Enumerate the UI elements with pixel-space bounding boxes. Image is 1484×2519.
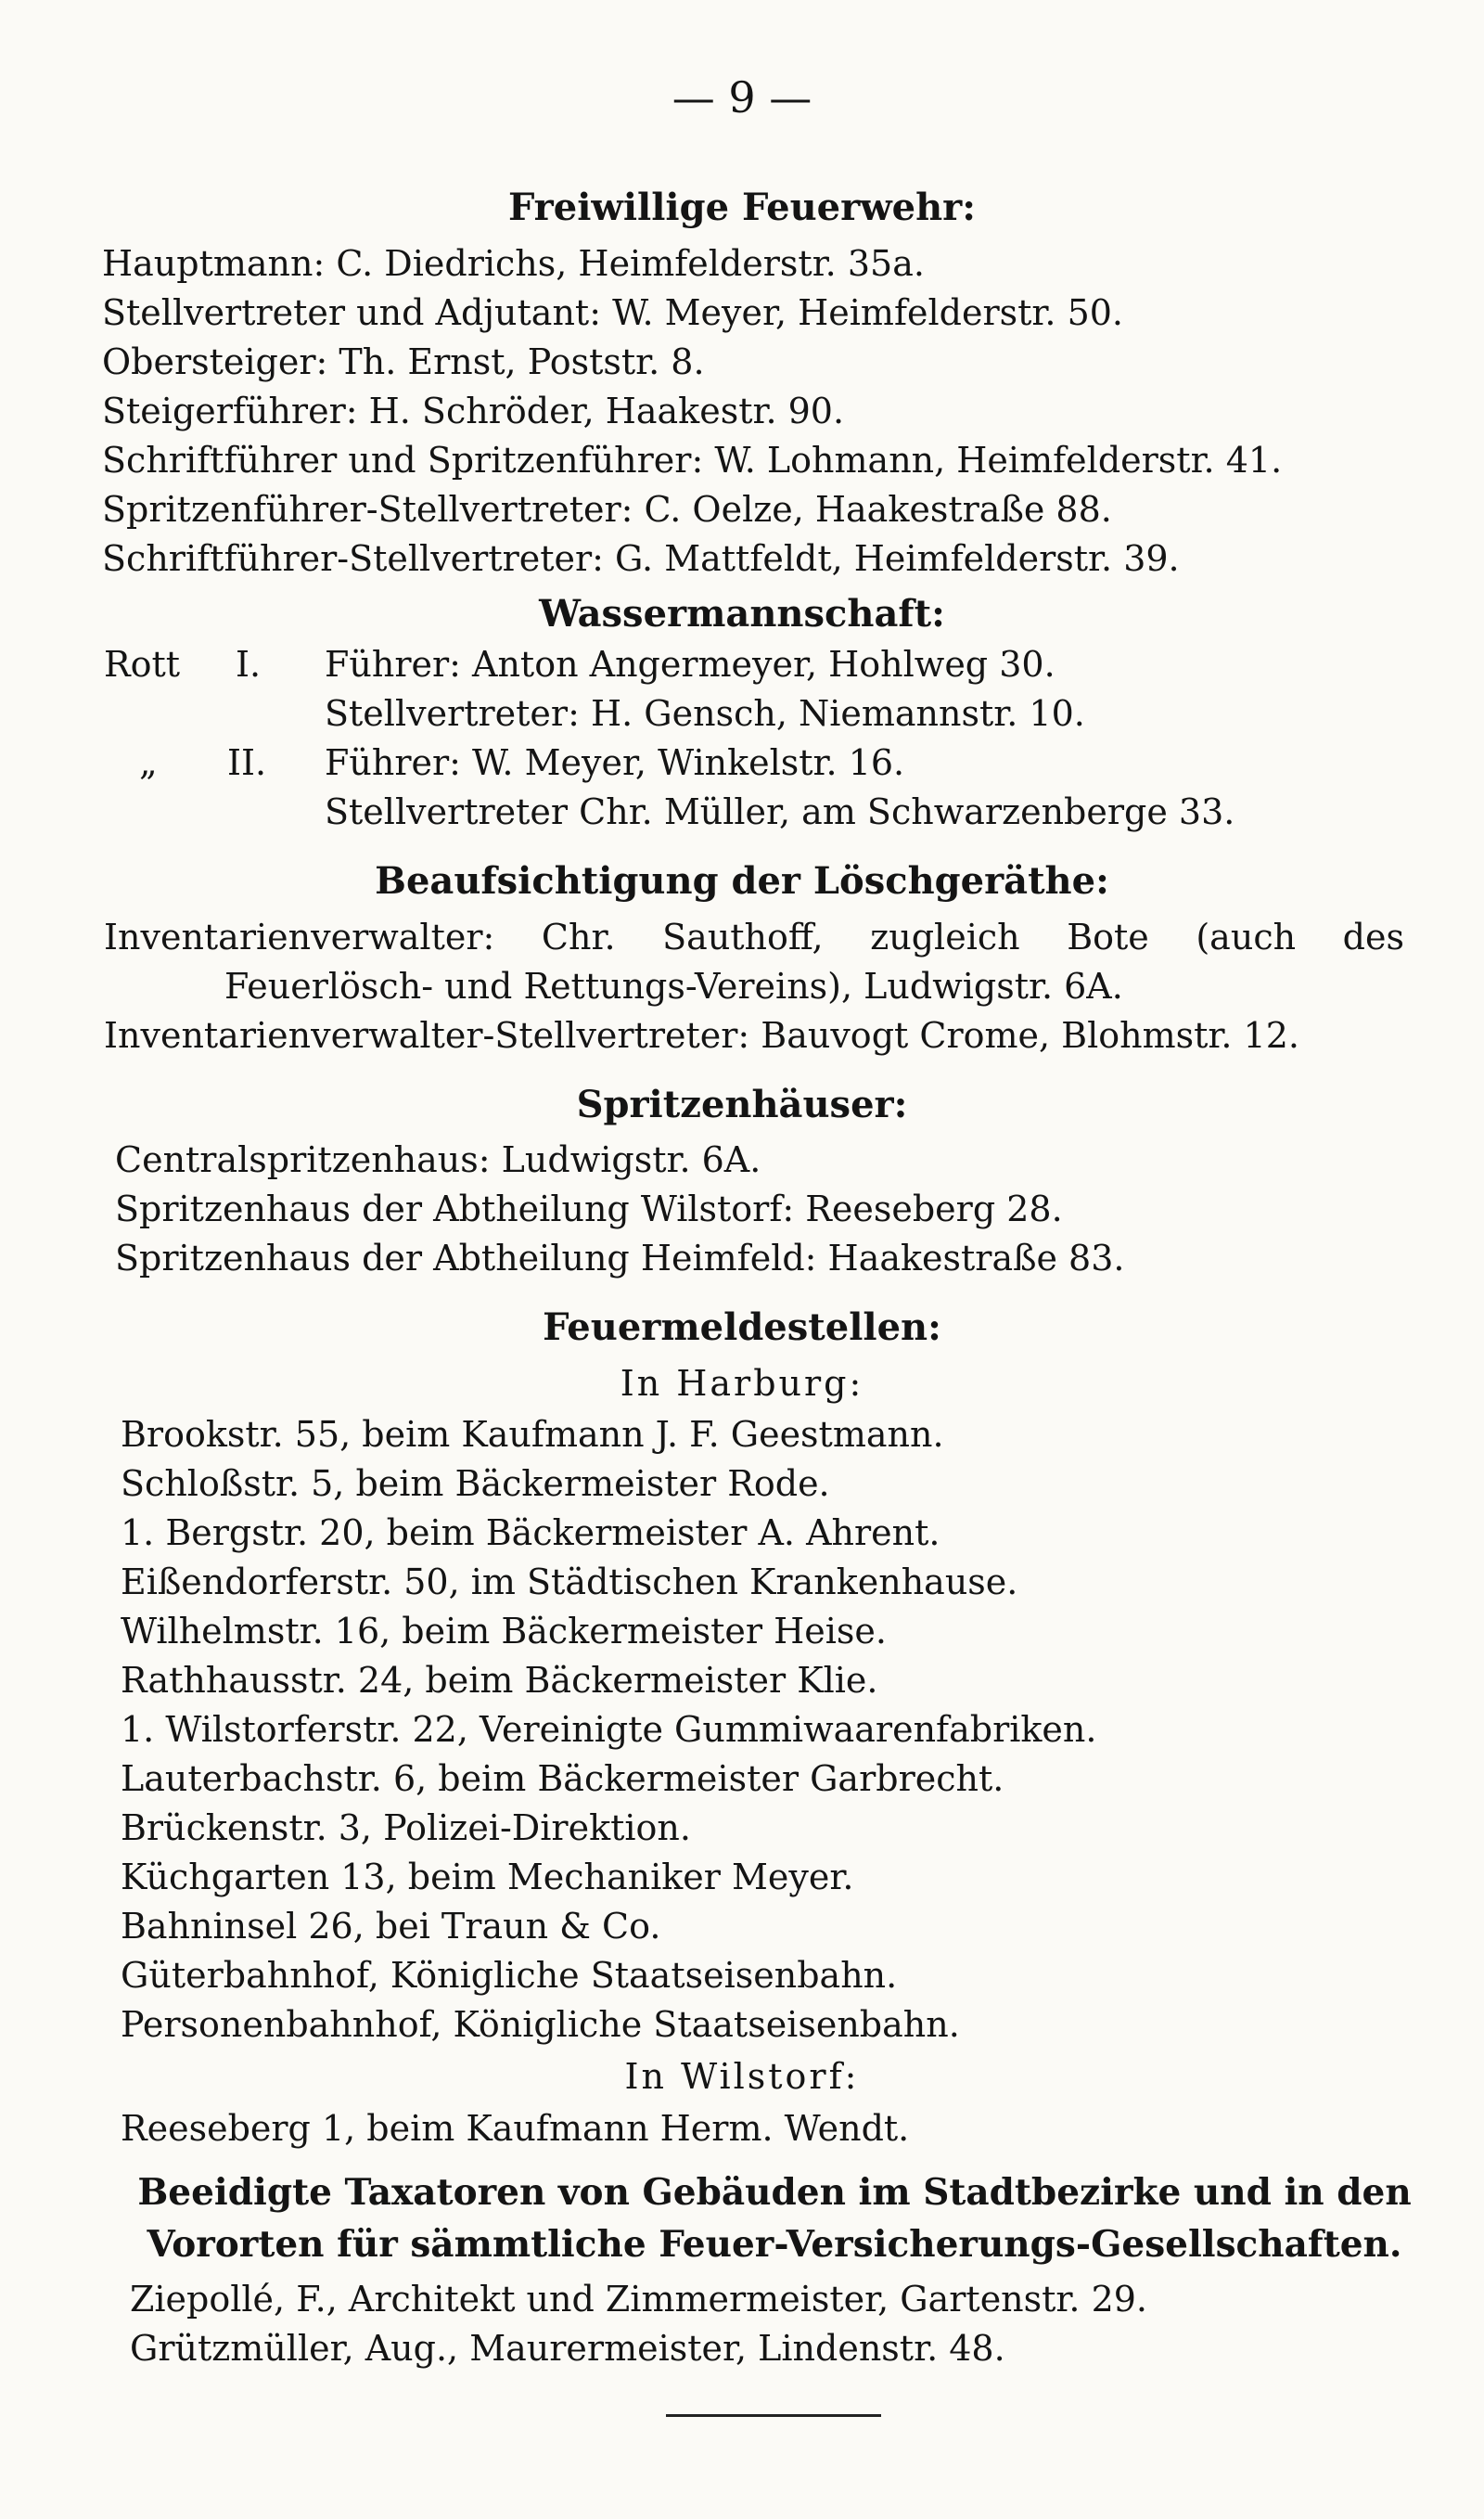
text-line: Stellvertreter und Adjutant: W. Meyer, Heimfelderstr. 50. — [102, 292, 1123, 333]
text-line: Spritzenführer-Stellvertreter: C. Oelze, Haakestraße 88. — [102, 489, 1112, 530]
rott-number-2: II. — [227, 742, 267, 783]
text-line: Feuerlösch- und Rettungs-Vereins), Ludwigstr. 6A. — [224, 966, 1123, 1007]
word: Sauthoff, — [662, 917, 824, 957]
list-item: 1. Bergstr. 20, beim Bäckermeister A. Ahrent. — [121, 1512, 940, 1553]
list-item: Rathhausstr. 24, beim Bäckermeister Klie. — [121, 1660, 878, 1701]
heading-spritzenhaeuser: Spritzenhäuser: — [576, 1083, 908, 1126]
ditto-mark: „ — [139, 742, 158, 783]
word: des — [1342, 917, 1404, 957]
text-line: Hauptmann: C. Diedrichs, Heimfelderstr. 35a. — [102, 243, 925, 284]
subheading-harburg: In Harburg: — [620, 1363, 864, 1404]
word: Inventarienverwalter: — [104, 917, 495, 957]
word: (auch — [1196, 917, 1297, 957]
list-item: Güterbahnhof, Königliche Staatseisenbahn. — [121, 1955, 898, 1996]
heading-wassermannschaft: Wassermannschaft: — [539, 592, 945, 636]
list-item: Reeseberg 1, beim Kaufmann Herm. Wendt. — [121, 2108, 910, 2149]
text-line: Schriftführer und Spritzenführer: W. Lohmann, Heimfelderstr. 41. — [102, 440, 1283, 481]
text-line: Obersteiger: Th. Ernst, Poststr. 8. — [102, 341, 705, 382]
text-line: Ziepollé, F., Architekt und Zimmermeister, Gartenstr. 29. — [130, 2279, 1148, 2320]
word: Bote — [1067, 917, 1149, 957]
list-item: Personenbahnhof, Königliche Staatseisenbahn. — [121, 2004, 960, 2045]
list-item: Schloßstr. 5, beim Bäckermeister Rode. — [121, 1463, 830, 1504]
end-rule — [666, 2414, 881, 2417]
text-line-justified — [104, 913, 1404, 961]
text-line: Centralspritzenhaus: Ludwigstr. 6A. — [115, 1139, 761, 1180]
heading-freiwillige-feuerwehr: Freiwillige Feuerwehr: — [507, 186, 977, 229]
heading-taxatoren-line-2: Vororten für sämmtliche Feuer-Versicherungs-Gesellschaften. — [147, 2223, 1402, 2266]
list-item: Küchgarten 13, beim Mechaniker Meyer. — [121, 1857, 854, 1897]
text-line: Spritzenhaus der Abtheilung Wilstorf: Reeseberg 28. — [115, 1189, 1063, 1229]
text-line: Stellvertreter: H. Gensch, Niemannstr. 10. — [325, 693, 1085, 734]
list-item: Brookstr. 55, beim Kaufmann J. F. Geestmann. — [121, 1414, 944, 1455]
heading-taxatoren-line-1: Beeidigte Taxatoren von Gebäuden im Stadtbezirke und in den — [137, 2171, 1412, 2214]
word: zugleich — [870, 917, 1020, 957]
text-line: Inventarienverwalter-Stellvertreter: Bauvogt Crome, Blohmstr. 12. — [104, 1015, 1299, 1056]
list-item: Wilhelmstr. 16, beim Bäckermeister Heise. — [121, 1611, 887, 1651]
text-line: Steigerführer: H. Schröder, Haakestr. 90. — [102, 391, 845, 431]
heading-feuermeldestellen: Feuermeldestellen: — [543, 1305, 941, 1349]
heading-loeschgeraethe: Beaufsichtigung der Löschgeräthe: — [375, 859, 1109, 903]
text-line: Führer: Anton Angermeyer, Hohlweg 30. — [325, 644, 1055, 685]
list-item: Bahninsel 26, bei Traun & Co. — [121, 1906, 661, 1947]
text-line: Spritzenhaus der Abtheilung Heimfeld: Haakestraße 83. — [115, 1238, 1125, 1279]
text-line: Schriftführer-Stellvertreter: G. Mattfeldt, Heimfelderstr. 39. — [102, 538, 1180, 579]
list-item: Brückenstr. 3, Polizei-Direktion. — [121, 1807, 691, 1848]
word: Chr. — [541, 917, 616, 957]
text-line: Führer: W. Meyer, Winkelstr. 16. — [325, 742, 905, 783]
rott-label: Rott — [104, 644, 181, 685]
list-item: Lauterbachstr. 6, beim Bäckermeister Garbrecht. — [121, 1758, 1004, 1799]
subheading-wilstorf: In Wilstorf: — [624, 2056, 860, 2097]
page-number: — 9 — — [672, 72, 812, 122]
text-line: Grützmüller, Aug., Maurermeister, Lindenstr. 48. — [130, 2328, 1005, 2369]
list-item: 1. Wilstorferstr. 22, Vereinigte Gummiwaarenfabriken. — [121, 1709, 1097, 1750]
list-item: Eißendorferstr. 50, im Städtischen Krankenhause. — [121, 1562, 1018, 1602]
text-line: Stellvertreter Chr. Müller, am Schwarzenberge 33. — [325, 791, 1235, 832]
rott-number-1: I. — [236, 644, 262, 685]
